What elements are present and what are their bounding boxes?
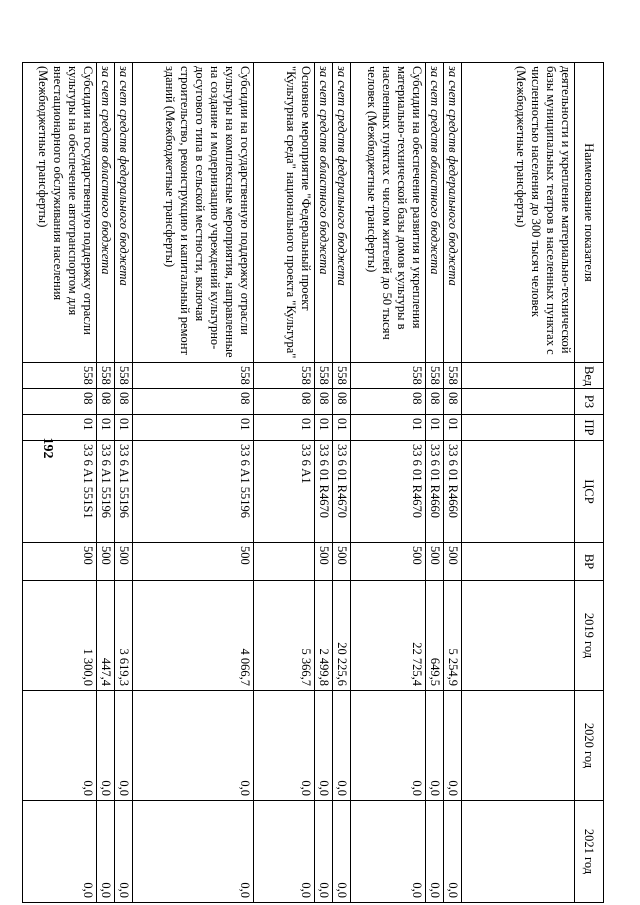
cell-name: за счет средств областного бюджета <box>97 63 115 363</box>
cell-pr: 01 <box>426 415 444 441</box>
cell-2020: 0,0 <box>315 691 333 801</box>
cell-2019: 447,4 <box>97 581 115 691</box>
cell-2021: 0,0 <box>333 801 351 903</box>
cell-ved: 558 <box>254 363 315 389</box>
table-row <box>315 63 333 903</box>
cell-ved: 558 <box>351 363 426 389</box>
cell-vr: 500 <box>333 543 351 581</box>
cell-2019: 1 300,0 <box>23 581 97 691</box>
cell-2019: 22 725,4 <box>351 581 426 691</box>
col-header-csr: ЦСР <box>575 441 604 543</box>
cell-2020 <box>462 691 575 801</box>
table-row <box>333 63 351 903</box>
table-row <box>254 63 315 903</box>
cell-ved <box>462 363 575 389</box>
cell-vr <box>462 543 575 581</box>
budget-table <box>22 62 604 903</box>
cell-2020: 0,0 <box>254 691 315 801</box>
cell-2021 <box>462 801 575 903</box>
cell-pr: 01 <box>254 415 315 441</box>
cell-rz: 08 <box>444 389 462 415</box>
cell-2020: 0,0 <box>333 691 351 801</box>
cell-vr: 500 <box>23 543 97 581</box>
cell-ved: 558 <box>444 363 462 389</box>
cell-csr: 33 6 01 R4670 <box>333 441 351 543</box>
cell-rz: 08 <box>133 389 254 415</box>
cell-rz: 08 <box>254 389 315 415</box>
cell-2021: 0,0 <box>97 801 115 903</box>
cell-2020: 0,0 <box>444 691 462 801</box>
cell-ved: 558 <box>115 363 133 389</box>
cell-name: за счет средств областного бюджета <box>426 63 444 363</box>
cell-rz: 08 <box>97 389 115 415</box>
cell-rz: 08 <box>426 389 444 415</box>
cell-vr: 500 <box>426 543 444 581</box>
table-row <box>23 63 97 903</box>
cell-name: деятельности и укрепление материально-технической базы муниципальных театров в населенных пунктах с численностью населения до 300 тысяч человек (Межбюджетные трансферты) <box>462 63 575 363</box>
cell-csr: 33 6 A1 <box>254 441 315 543</box>
cell-pr: 01 <box>315 415 333 441</box>
cell-csr: 33 6 A1 55196 <box>133 441 254 543</box>
cell-name: за счет средств федерального бюджета <box>115 63 133 363</box>
cell-2019: 20 225,6 <box>333 581 351 691</box>
cell-ved: 558 <box>133 363 254 389</box>
cell-2020: 0,0 <box>426 691 444 801</box>
cell-2020: 0,0 <box>351 691 426 801</box>
cell-name: за счет средств областного бюджета <box>315 63 333 363</box>
cell-name: Субсидии на государственную поддержку отрасли культуры на обеспечение автотранспортом для внестационарного обслуживания населения (Межбюджетные трансферты) <box>23 63 97 363</box>
cell-vr: 500 <box>444 543 462 581</box>
cell-vr: 500 <box>133 543 254 581</box>
col-header-pr: ПР <box>575 415 604 441</box>
cell-2021: 0,0 <box>444 801 462 903</box>
cell-rz: 08 <box>333 389 351 415</box>
cell-2019: 649,5 <box>426 581 444 691</box>
cell-2021: 0,0 <box>351 801 426 903</box>
cell-csr: 33 6 A1 55196 <box>97 441 115 543</box>
table-row <box>133 63 254 903</box>
cell-2020: 0,0 <box>97 691 115 801</box>
table-row <box>444 63 462 903</box>
cell-2020: 0,0 <box>23 691 97 801</box>
cell-pr: 01 <box>333 415 351 441</box>
cell-2021: 0,0 <box>426 801 444 903</box>
table-row <box>115 63 133 903</box>
cell-name: Основное мероприятие "Федеральный проект "Культурная среда" национального проекта "Культура" <box>254 63 315 363</box>
cell-ved: 558 <box>315 363 333 389</box>
cell-vr: 500 <box>115 543 133 581</box>
cell-rz <box>462 389 575 415</box>
col-header-rz: РЗ <box>575 389 604 415</box>
cell-ved: 558 <box>97 363 115 389</box>
cell-rz: 08 <box>315 389 333 415</box>
cell-2019 <box>462 581 575 691</box>
cell-2021: 0,0 <box>115 801 133 903</box>
cell-name: Субсидии на обеспечение развития и укрепления материально-технической базы домов культуры в населенных пунктах с числом жителей до 50 тысяч человек (Межбюджетные трансферты) <box>351 63 426 363</box>
col-header-ved: Вед <box>575 363 604 389</box>
cell-name: за счет средств федерального бюджета <box>333 63 351 363</box>
cell-csr: 33 6 A1 551S1 <box>23 441 97 543</box>
cell-name: за счет средств федерального бюджета <box>444 63 462 363</box>
cell-rz: 08 <box>351 389 426 415</box>
cell-csr: 33 6 01 R4660 <box>426 441 444 543</box>
col-header-2021: 2021 год <box>575 801 604 903</box>
table-row <box>351 63 426 903</box>
cell-ved: 558 <box>333 363 351 389</box>
cell-vr: 500 <box>351 543 426 581</box>
cell-2021: 0,0 <box>254 801 315 903</box>
cell-2019: 4 066,7 <box>133 581 254 691</box>
cell-pr: 01 <box>23 415 97 441</box>
cell-csr: 33 6 01 R4670 <box>315 441 333 543</box>
table-row <box>426 63 444 903</box>
cell-2021: 0,0 <box>23 801 97 903</box>
cell-rz: 08 <box>115 389 133 415</box>
cell-pr: 01 <box>133 415 254 441</box>
cell-pr: 01 <box>351 415 426 441</box>
col-header-2019: 2019 год <box>575 581 604 691</box>
cell-pr <box>462 415 575 441</box>
cell-pr: 01 <box>115 415 133 441</box>
cell-csr: 33 6 A1 55196 <box>115 441 133 543</box>
table-row <box>97 63 115 903</box>
cell-csr: 33 6 01 R4670 <box>351 441 426 543</box>
header-row <box>575 63 604 903</box>
col-header-2020: 2020 год <box>575 691 604 801</box>
cell-ved: 558 <box>426 363 444 389</box>
cell-2019: 3 619,3 <box>115 581 133 691</box>
cell-rz: 08 <box>23 389 97 415</box>
cell-vr: 500 <box>97 543 115 581</box>
cell-2019: 5 366,7 <box>254 581 315 691</box>
cell-vr: 500 <box>315 543 333 581</box>
cell-2021: 0,0 <box>315 801 333 903</box>
cell-vr <box>254 543 315 581</box>
cell-2020: 0,0 <box>115 691 133 801</box>
cell-2020: 0,0 <box>133 691 254 801</box>
table-row <box>462 63 575 903</box>
cell-csr: 33 6 01 R4660 <box>444 441 462 543</box>
cell-name: Субсидии на государственную поддержку отрасли культуры на комплексные мероприятия, направленные на создание и модернизацию учреждений культурно-досугового типа в сельской местности, включая строительство, реконструкцию и капитальный ремонт зданий (Межбюджетные трансферты) <box>133 63 254 363</box>
cell-2019: 2 499,8 <box>315 581 333 691</box>
cell-pr: 01 <box>97 415 115 441</box>
page-number: 192 <box>40 437 55 459</box>
cell-pr: 01 <box>444 415 462 441</box>
cell-2021: 0,0 <box>133 801 254 903</box>
col-header-vr: ВР <box>575 543 604 581</box>
cell-csr <box>462 441 575 543</box>
col-header-name: Наименование показателя <box>575 63 604 363</box>
cell-ved: 558 <box>23 363 97 389</box>
cell-2019: 5 254,9 <box>444 581 462 691</box>
